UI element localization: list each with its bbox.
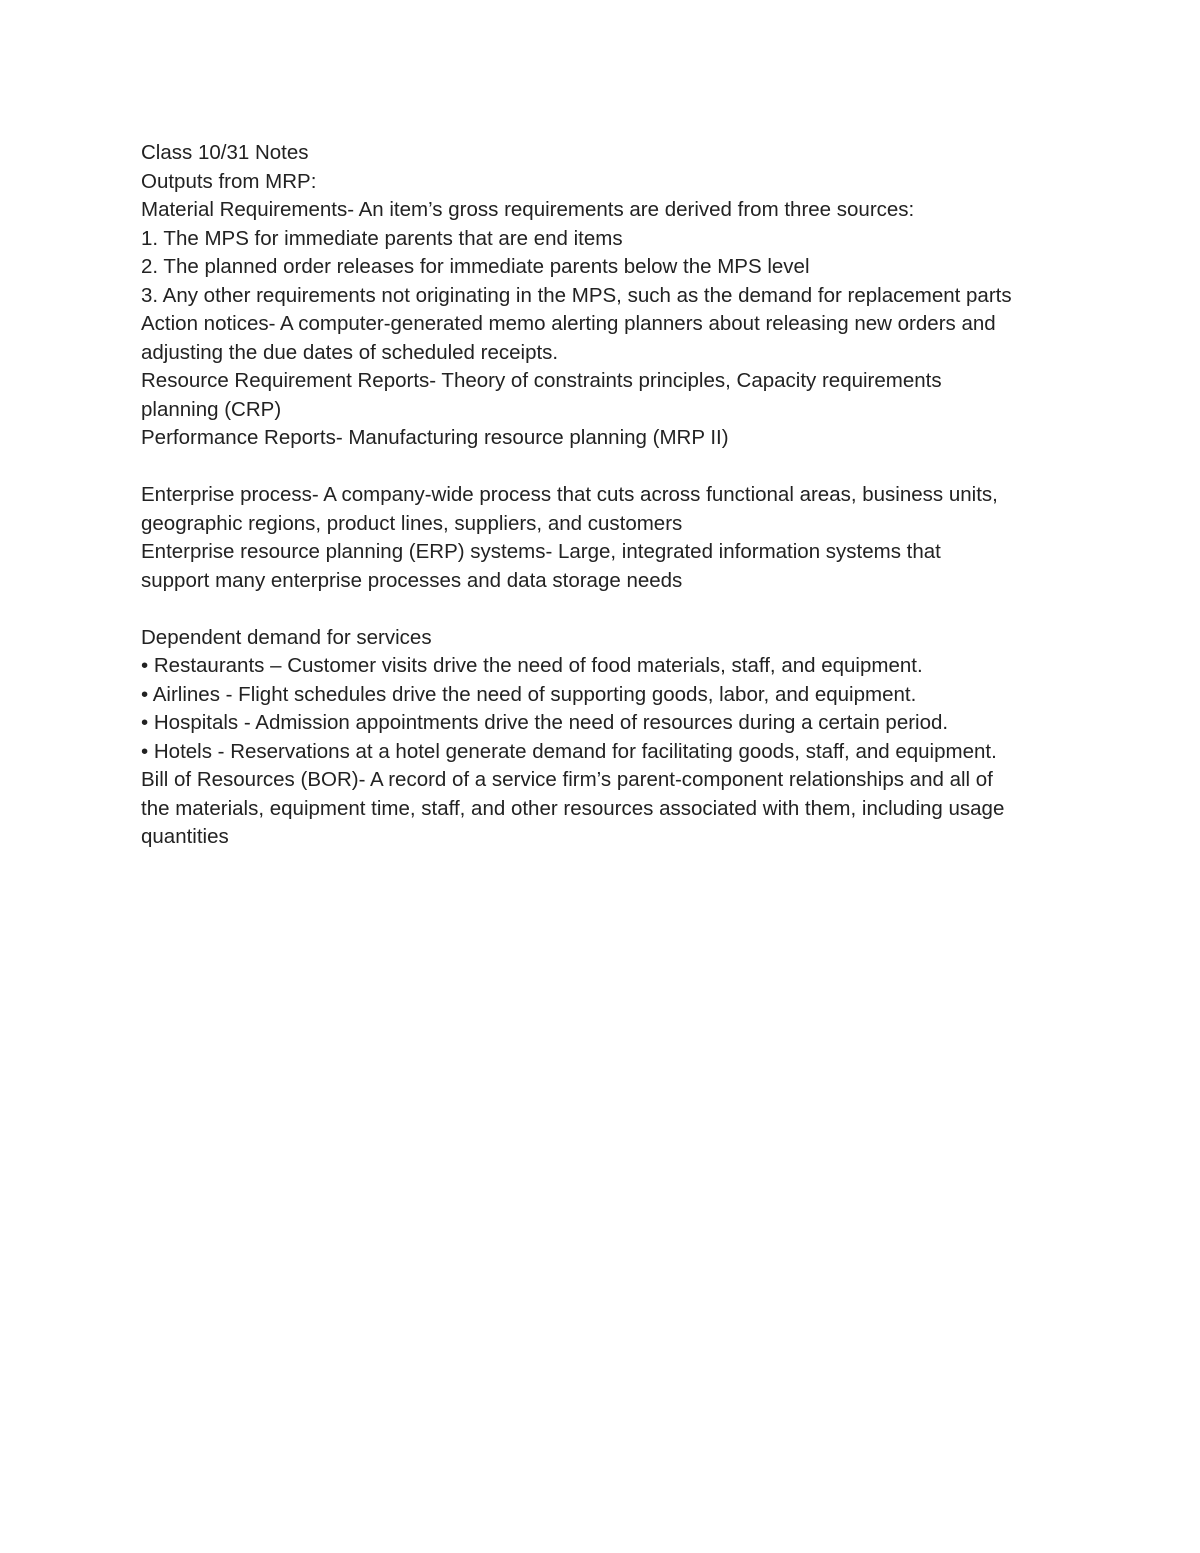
text-line: Enterprise process- A company-wide process that cuts across functional areas, business units, <box>141 483 998 506</box>
numbered-item: 1. The MPS for immediate parents that are end items <box>141 226 623 250</box>
text-line: Performance Reports- Manufacturing resource planning (MRP II) <box>141 426 729 449</box>
text-line: planning (CRP) <box>141 397 282 421</box>
section-heading-outputs: Outputs from MRP: <box>141 169 317 193</box>
notes-title: Class 10/31 Notes <box>141 141 309 164</box>
text-line: Resource Requirement Reports- Theory of constraints principles, Capacity requirements <box>141 369 942 392</box>
text-line: support many enterprise processes and data storage needs <box>141 568 683 592</box>
bullet-item: • Hotels - Reservations at a hotel generate demand for facilitating goods, staff, and equipment. <box>141 739 997 763</box>
numbered-item: 2. The planned order releases for immediate parents below the MPS level <box>141 255 810 278</box>
bullet-item: • Restaurants – Customer visits drive the need of food materials, staff, and equipment. <box>141 654 923 677</box>
text-line: Enterprise resource planning (ERP) systems- Large, integrated information systems that <box>141 540 941 563</box>
blank-line <box>141 453 1081 482</box>
bullet-item: • Hospitals - Admission appointments drive the need of resources during a certain period. <box>141 711 949 734</box>
text-line: Action notices- A computer-generated memo alerting planners about releasing new orders and <box>141 312 996 335</box>
text-line: the materials, equipment time, staff, and other resources associated with them, including usage <box>141 796 1005 820</box>
notes-body <box>141 139 1081 852</box>
section-heading-services: Dependent demand for services <box>141 625 432 649</box>
text-line: adjusting the due dates of scheduled receipts. <box>141 340 559 364</box>
bullet-item: • Airlines - Flight schedules drive the need of supporting goods, labor, and equipment. <box>141 682 917 706</box>
blank-line <box>141 595 1081 624</box>
text-line: quantities <box>141 825 229 848</box>
numbered-item: 3. Any other requirements not originating in the MPS, such as the demand for replacement parts <box>141 283 1012 307</box>
text-line: geographic regions, product lines, suppliers, and customers <box>141 511 683 535</box>
text-line: Bill of Resources (BOR)- A record of a service firm’s parent-component relationships and all of <box>141 768 993 791</box>
text-line: Material Requirements- An item’s gross requirements are derived from three sources: <box>141 198 915 221</box>
